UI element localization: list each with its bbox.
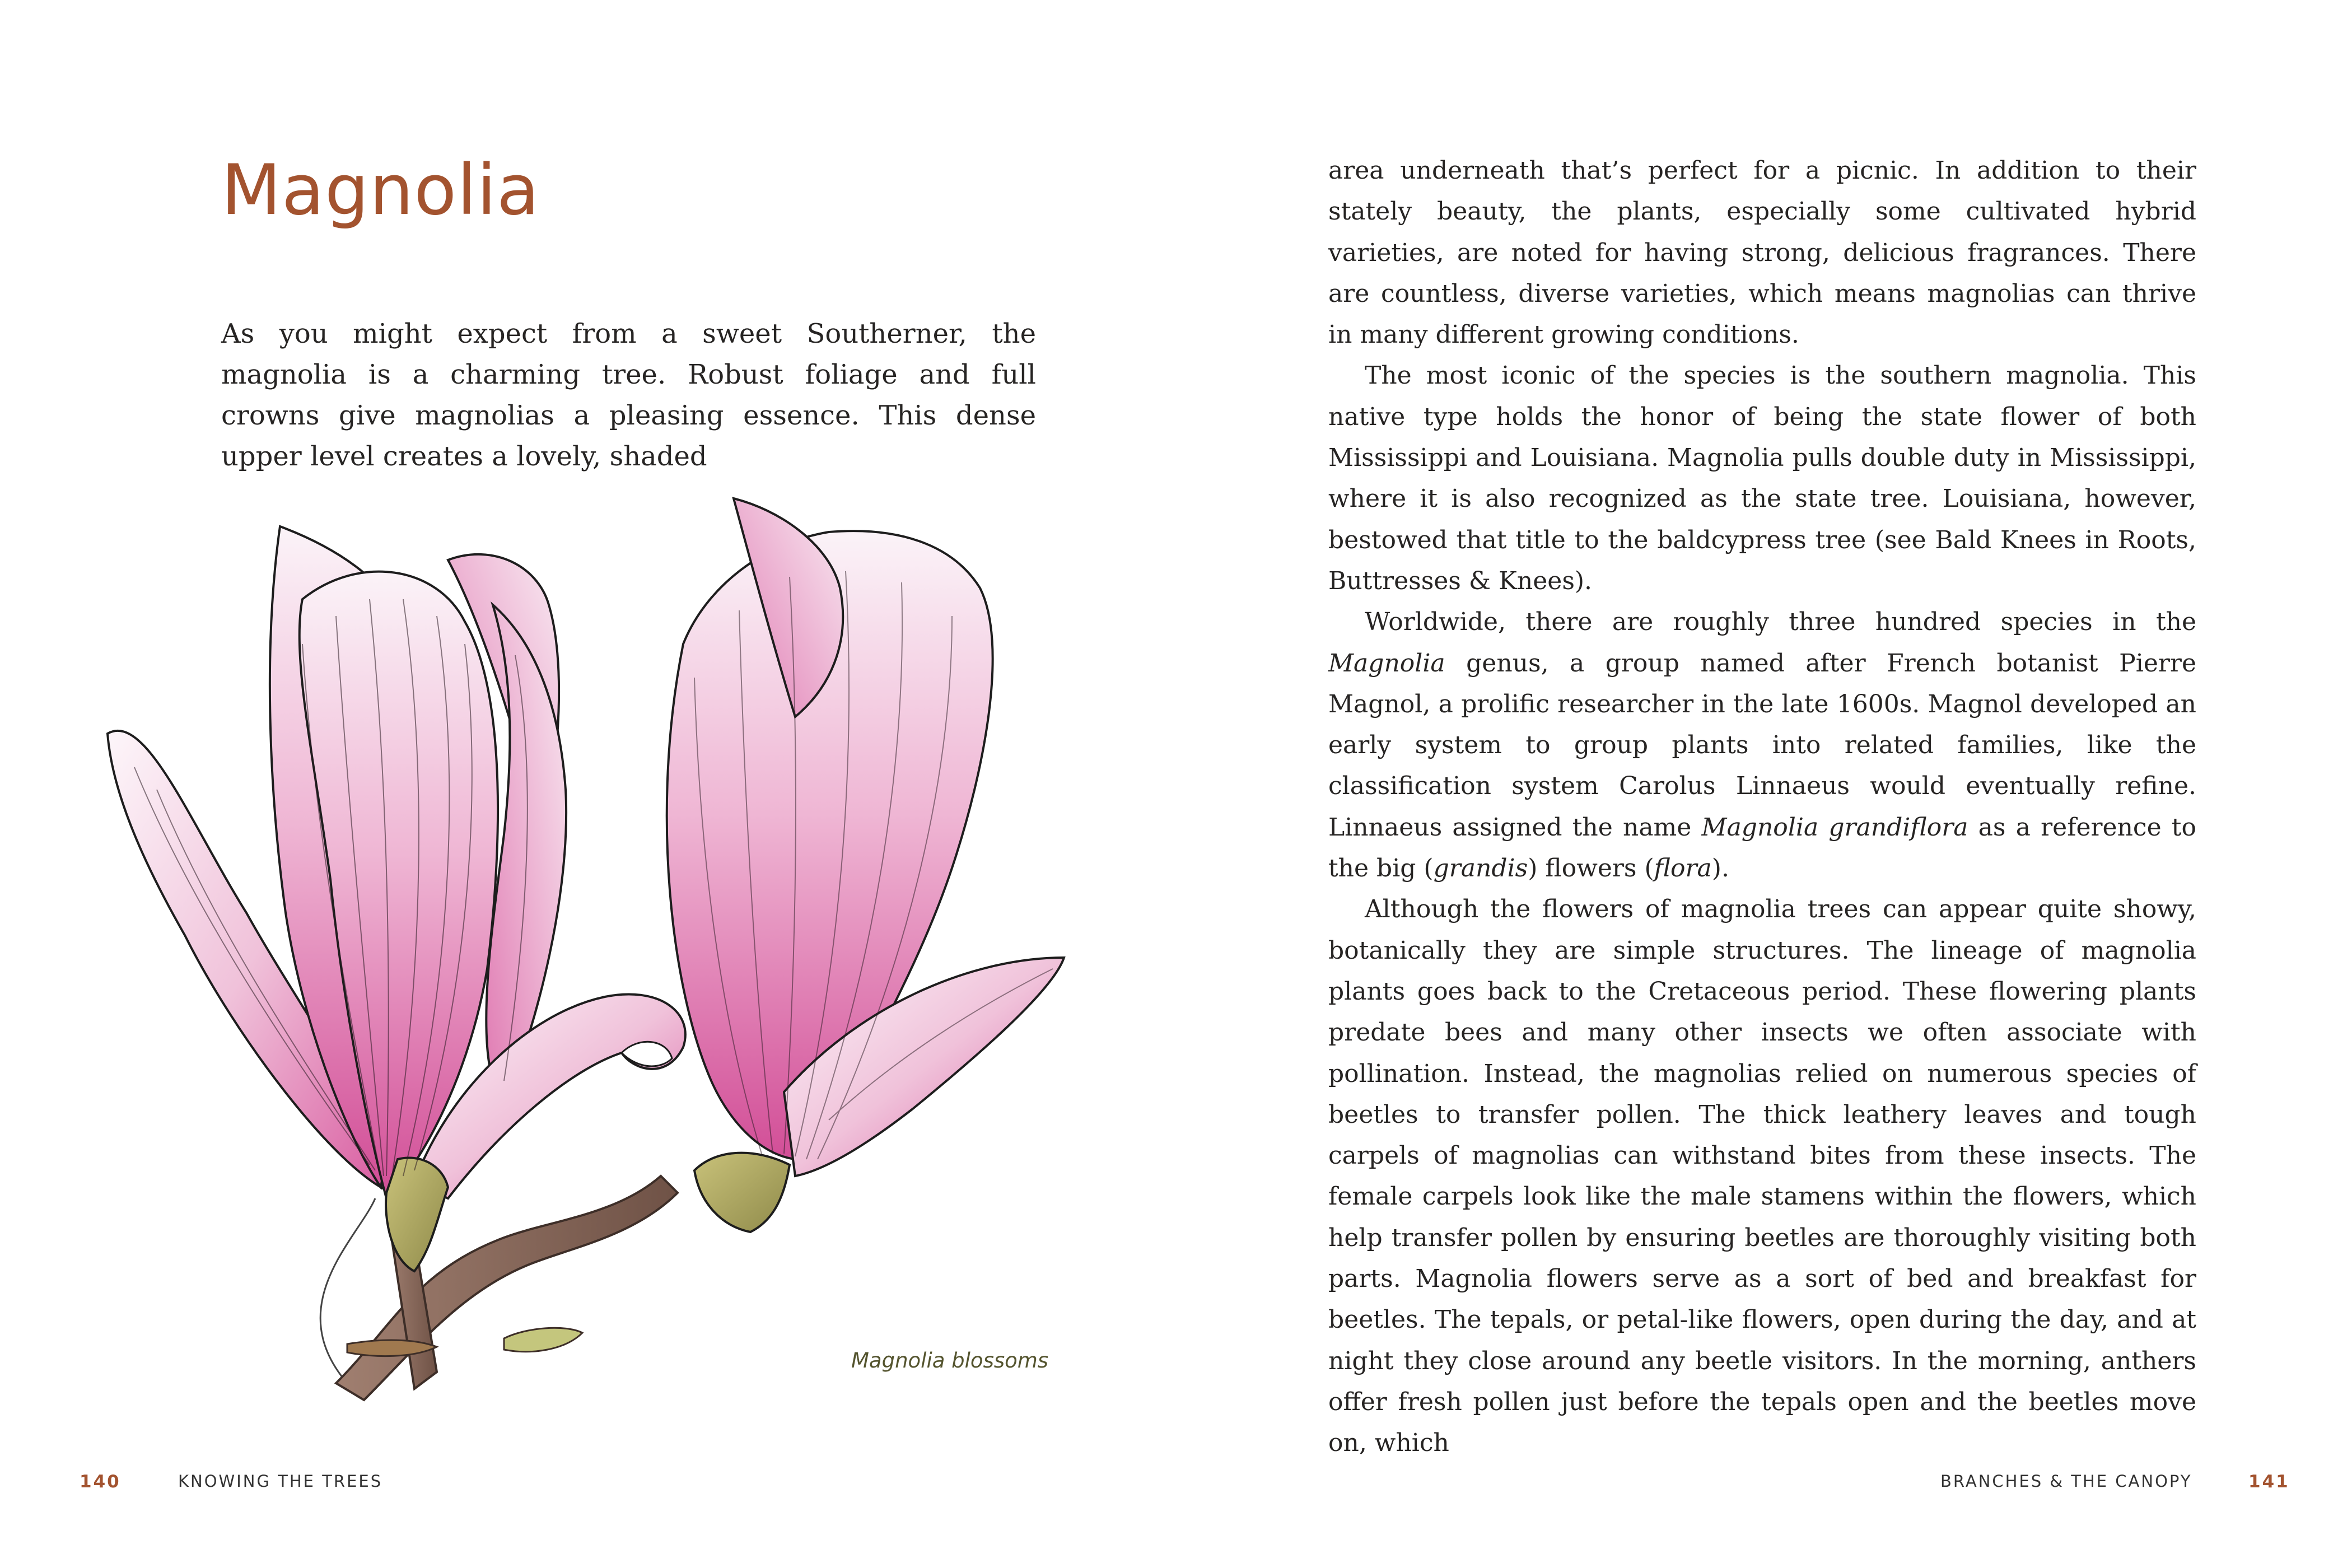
body-paragraph: Worldwide, there are roughly three hundred species in the Magnolia genus, a group named after French botanist Pierre Magnol, a prolific researcher in the late 1600s. Magnol developed an early system to group plants into related families, like the classification system Carolus Linnaeus would eventually refine. Linnaeus assigned the name Magnolia grandiflora as a reference to the big (grandis) flowers (flora). [1328,608,2196,883]
blossom-stems [320,1176,678,1400]
running-head-left: KNOWING THE TREES [178,1472,383,1491]
magnolia-illustration [101,476,1109,1417]
page-number: 140 [80,1472,121,1492]
left-blossom [108,526,685,1271]
latin-term: flora [1654,854,1712,883]
page-number-right [2248,1472,2290,1492]
body-text-column [1328,150,2196,1458]
body-paragraph: area underneath that’s perfect for a picnic. In addition to their stately beauty, the plants, especially some cultivated hybrid varieties, are noted for having strong, delicious fragrances. There are countless, diverse varieties, which means magnolias can thrive in many different growing conditions. [1328,156,2196,349]
body-paragraph: Although the flowers of magnolia trees can appear quite showy, botanically they are simple structures. The lineage of magnolia plants goes back to the Cretaceous period. These flowering plants predate bees and many other insects we often associate with pollination. Instead, the magnolias relied on numerous species of beetles to transfer pollen. The thick leathery leaves and tough carpels of magnolias can withstand bites from these insects. The female carpels look like the male stamens within the flowers, which help transfer pollen by ensuring beetles are thoroughly visiting both parts. Magnolia flowers serve as a sort of bed and breakfast for beetles. The tepals, or petal-like flowers, open during the day, and at night they close around any beetle visitors. In the morning, anthers offer fresh pollen just before the tepals open and the beetles move on, which [1328,895,2196,1458]
page-number-left [80,1472,121,1492]
running-head-right: BRANCHES & THE CANOPY [1940,1472,2192,1491]
illustration-caption: Magnolia blossoms [851,1348,1049,1373]
genus-name: Magnolia [1328,648,1445,678]
right-blossom [667,498,1064,1232]
species-name: Magnolia grandiflora [1701,813,1968,842]
body-paragraph: The most iconic of the species is the southern magnolia. This native type holds the honor of being the state flower of both Mississippi and Louisiana. Magnolia pulls double duty in Mississippi, where it is also recognized as the state tree. Louisiana, however, bestowed that title to the baldcypress tree (see Bald Knees in Roots, Buttresses & Knees). [1328,361,2196,595]
latin-term: grandis [1433,854,1528,883]
page-title: Magnolia [221,150,540,231]
right-page [1176,0,2352,1568]
page-number: 141 [2248,1472,2290,1492]
intro-paragraph: As you might expect from a sweet Southerner, the magnolia is a charming tree. Robust foliage and full crowns give magnolias a pleasing essence. This dense upper level creates a lovely, shaded [221,318,1036,472]
